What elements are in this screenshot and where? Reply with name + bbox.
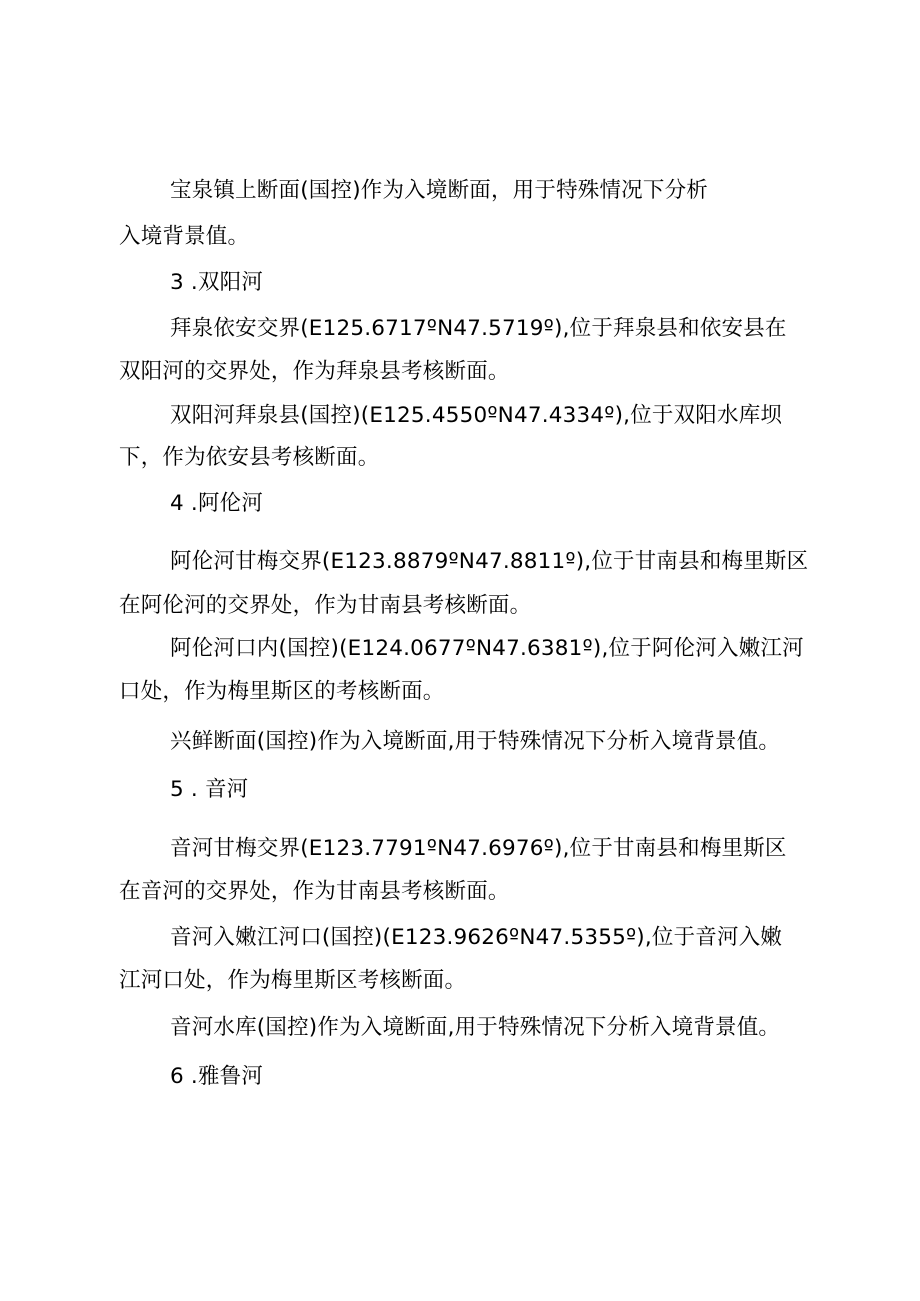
section-heading-4: 4 .阿伦河 (170, 491, 264, 516)
paragraph-line-baiquan-yian-2: 双阳河的交界处，作为拜泉县考核断面。 (119, 359, 510, 384)
paragraph-line-yinhe-ganmei-2: 在音河的交界处，作为甘南县考核断面。 (119, 879, 510, 904)
paragraph-line-yinhe-reservoir: 音河水库(国控)作为入境断面,用于特殊情况下分析入境背景值。 (170, 1015, 781, 1040)
section-heading-3: 3 .双阳河 (170, 270, 264, 295)
section-heading-5: 5 . 音河 (170, 777, 249, 802)
paragraph-line-yinhe-nenjiang-2: 江河口处，作为梅里斯区考核断面。 (119, 968, 467, 993)
paragraph-line-baoquan-1: 宝泉镇上断面(国控)作为入境断面，用于特殊情况下分析 (170, 178, 708, 203)
paragraph-line-alun-ganmei-2: 在阿伦河的交界处，作为甘南县考核断面。 (119, 593, 532, 618)
paragraph-line-alun-ganmei-1: 阿伦河甘梅交界(E123.8879ºN47.8811º),位于甘南县和梅里斯区 (170, 549, 809, 574)
paragraph-line-xingxian: 兴鲜断面(国控)作为入境断面,用于特殊情况下分析入境背景值。 (170, 729, 781, 754)
paragraph-line-alun-kounei-1: 阿伦河口内(国控)(E124.0677ºN47.6381º),位于阿伦河入嫩江河 (170, 636, 804, 661)
paragraph-line-shuangyang-2: 下，作为依安县考核断面。 (119, 445, 380, 470)
paragraph-line-yinhe-ganmei-1: 音河甘梅交界(E123.7791ºN47.6976º),位于甘南县和梅里斯区 (170, 836, 787, 861)
paragraph-line-alun-kounei-2: 口处，作为梅里斯区的考核断面。 (119, 679, 445, 704)
paragraph-line-baiquan-yian-1: 拜泉依安交界(E125.6717ºN47.5719º),位于拜泉县和依安县在 (170, 316, 787, 341)
section-heading-6: 6 .雅鲁河 (170, 1064, 264, 1089)
paragraph-line-shuangyang-1: 双阳河拜泉县(国控)(E125.4550ºN47.4334º),位于双阳水库坝 (170, 403, 783, 428)
paragraph-line-baoquan-2: 入境背景值。 (119, 224, 250, 249)
paragraph-line-yinhe-nenjiang-1: 音河入嫩江河口(国控)(E123.9626ºN47.5355º),位于音河入嫩 (170, 925, 783, 950)
